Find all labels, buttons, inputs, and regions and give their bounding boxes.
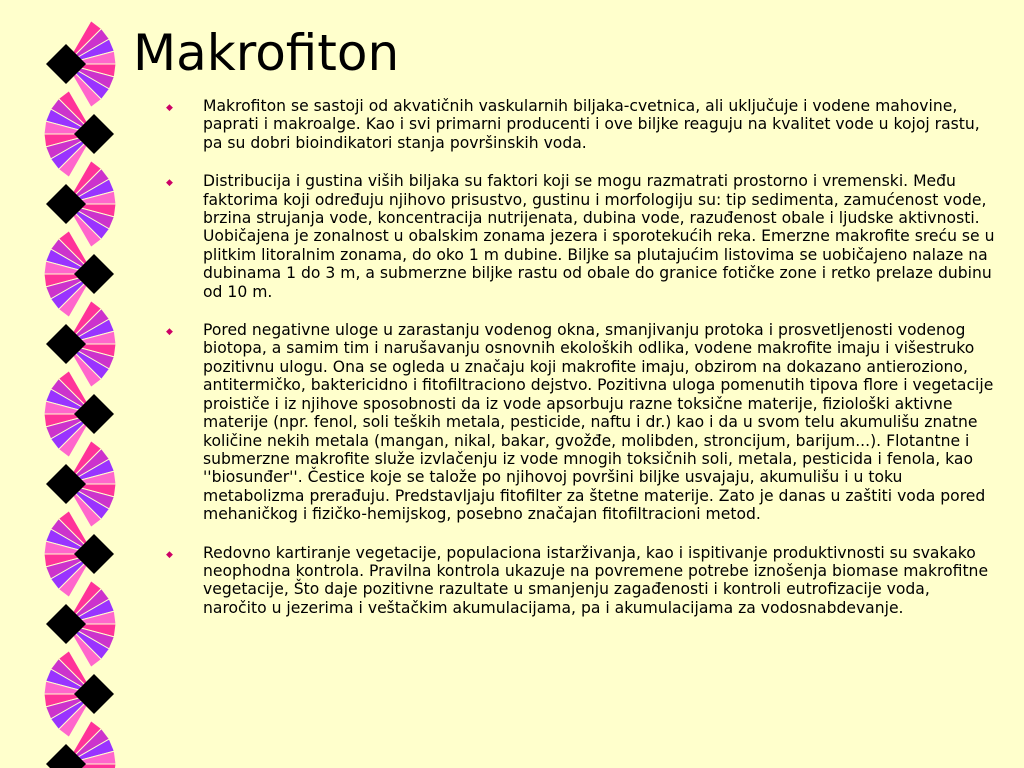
bullet-item xyxy=(160,544,996,618)
fan-ornament xyxy=(44,231,114,318)
diamond-bullet-icon: ◆ xyxy=(166,327,173,338)
bullet-text: Makrofiton se sastoji od akvatičnih vaskularnih biljaka-cvetnica, ali uključuje i vodene mahovine, paprati i makroalge. Kao i svi primarni producenti i ove biljke reaguju na kvalitet vode u kojoj rastu, pa su dobri bioindikatori stanja površinskih voda. xyxy=(203,97,980,152)
fan-ornament xyxy=(44,371,114,458)
decorative-fan-border xyxy=(0,0,140,768)
fan-ornament xyxy=(44,511,114,598)
bullet-item xyxy=(160,172,996,301)
fan-ornament xyxy=(46,301,116,388)
fan-ornament xyxy=(46,581,116,668)
bullet-text: Pored negativne uloge u zarastanju vodenog okna, smanjivanju protoka i prosvetljenosti vodenog biotopa, a samim tim i narušavanju osnovnih ekoloških odlika, vodene makrofite imaju i višestruko pozitivnu ulogu. Ona se ogleda u značaju koji makrofite imaju, obzirom na dokazano antierozionо, antitermičko, baktericidno i fitofiltraciono dejstvo. Pozitivna uloga pomenutih tipova flore i vegetacije proističe i iz njihove sposobnosti da iz vode apsorbuju razne toksične materije, fiziološki aktivne materije (npr. fenol, soli teških metala, pesticide, naftu i dr.) kao i da u svom telu akumulišu znatne količine nekih metala (mangan, nikal, bakar, gvožđe, molibden, stroncijum, barijum...). Flotantne i submerzne makrofite služe izvlačenju iz vode mnogih toksičnih soli, metala, pesticida i fenola, kao ''biosunđer''. Čestice koje se talože po njihovoj površini biljke usvajaju, akumulišu i u toku metabolizma prerađuju. Predstavljaju fitofilter za štetne materije. Zato je danas u zaštiti voda pored mehaničkog i fizičko-hemijskog, posebno značajan fitofiltracioni metod. xyxy=(203,321,994,524)
diamond-bullet-icon: ◆ xyxy=(166,103,173,113)
fan-ornament xyxy=(46,161,116,248)
fan-ornament xyxy=(46,721,116,768)
fan-ornament xyxy=(44,651,114,738)
fan-ornament xyxy=(44,91,114,178)
bullet-text: Redovno kartiranje vegetacije, populaciona istarživanja, kao i ispitivanje produktivnosti su svakako neophodna kontrola. Pravilna kontrola ukazuje na povremene potrebe iznošenja biomase makrofitne vegetacije, Što daje pozitivne razultate u smanjenju zagađenosti i kontroli eutrofizacije voda, naročito u jezerima i veštačkim akumulacijama, pa i akumulacijama za vodosnabdevanje. xyxy=(203,543,989,617)
bullet-item xyxy=(160,97,996,152)
diamond-bullet-icon: ◆ xyxy=(166,178,173,189)
bullet-item xyxy=(160,321,996,523)
fan-ornament xyxy=(46,21,116,108)
diamond-bullet-icon: ◆ xyxy=(166,549,173,560)
slide-title: Makrofiton xyxy=(133,24,400,82)
bullet-list xyxy=(160,97,996,637)
fan-ornament xyxy=(46,441,116,528)
bullet-text: Distribucija i gustina viših biljaka su faktori koji se mogu razmatrati prostorno i vremenski. Među faktorima koji određuju njihovo prisustvo, gustinu i morfologiju su: tip sedimenta, zamućenost vode, brzina strujanja vode, koncentracija nutrijenata, dubina vode, razuđenost obale i ljudske aktivnosti. Uobičajena je zonalnost u obalskim zonama jezera i sporotekućih reka. Emerzne makrofite sreću se u plitkim litoralnim zonama, do oko 1 m dubine. Biljke sa plutajućim listovima se uobičajeno nalaze na dubinama 1 do 3 m, a submerzne biljke rastu od obale do granice fotičke zone i retko prelaze dubinu od 10 m. xyxy=(203,172,995,301)
